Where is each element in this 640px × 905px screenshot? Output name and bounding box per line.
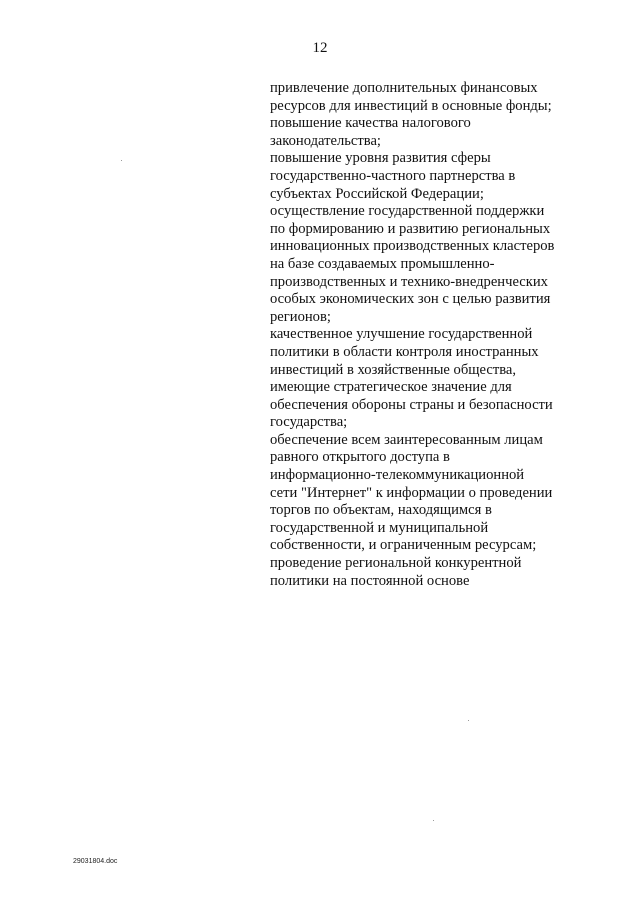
text-line: субъектах Российской Федерации; [270, 185, 484, 202]
text-line: сети "Интернет" к информации о проведении [270, 484, 553, 501]
text-line: политики в области контроля иностранных [270, 343, 539, 360]
scan-speck [121, 160, 122, 161]
text-line: привлечение дополнительных финансовых [270, 80, 538, 96]
page-number: 12 [312, 40, 328, 56]
text-line: законодательства; [270, 132, 381, 149]
scan-speck [433, 820, 434, 821]
text-line: государственной и муниципальной [270, 519, 489, 536]
text-line: регионов; [270, 308, 331, 325]
text-line: торгов по объектам, находящимся в [270, 502, 492, 519]
text-line: государственно-частного партнерства в [270, 167, 516, 184]
text-line: государства; [270, 414, 348, 431]
text-line: повышение уровня развития сферы [270, 150, 491, 167]
text-line: повышение качества налогового [270, 115, 471, 132]
text-line: ресурсов для инвестиций в основные фонды; [270, 97, 552, 114]
text-line: информационно-телекоммуникационной [270, 467, 525, 484]
text-line: качественное улучшение государственной [270, 326, 533, 343]
text-line: обеспечение всем заинтересованным лицам [270, 431, 543, 448]
text-line: обеспечения обороны страны и безопасности [270, 396, 553, 413]
text-line: равного открытого доступа в [270, 449, 450, 466]
text-line: имеющие стратегическое значение для [270, 379, 512, 396]
text-line: инновационных производственных кластеров [270, 238, 555, 255]
scan-speck [468, 720, 469, 721]
text-line: проведение региональной конкурентной [270, 555, 522, 572]
body-text [270, 80, 580, 590]
text-line: осуществление государственной поддержки [270, 203, 545, 220]
footer-filename: 29031804.doc [73, 858, 118, 865]
text-line: по формированию и развитию региональных [270, 220, 551, 237]
text-line: производственных и технико-внедренческих [270, 273, 548, 290]
text-line: инвестиций в хозяйственные общества, [270, 361, 517, 378]
text-line: политики на постоянной основе [270, 572, 470, 589]
text-line: особых экономических зон с целью развития [270, 291, 551, 308]
text-line: на базе создаваемых промышленно- [270, 255, 495, 272]
text-line: собственности, и ограниченным ресурсам; [270, 537, 537, 554]
